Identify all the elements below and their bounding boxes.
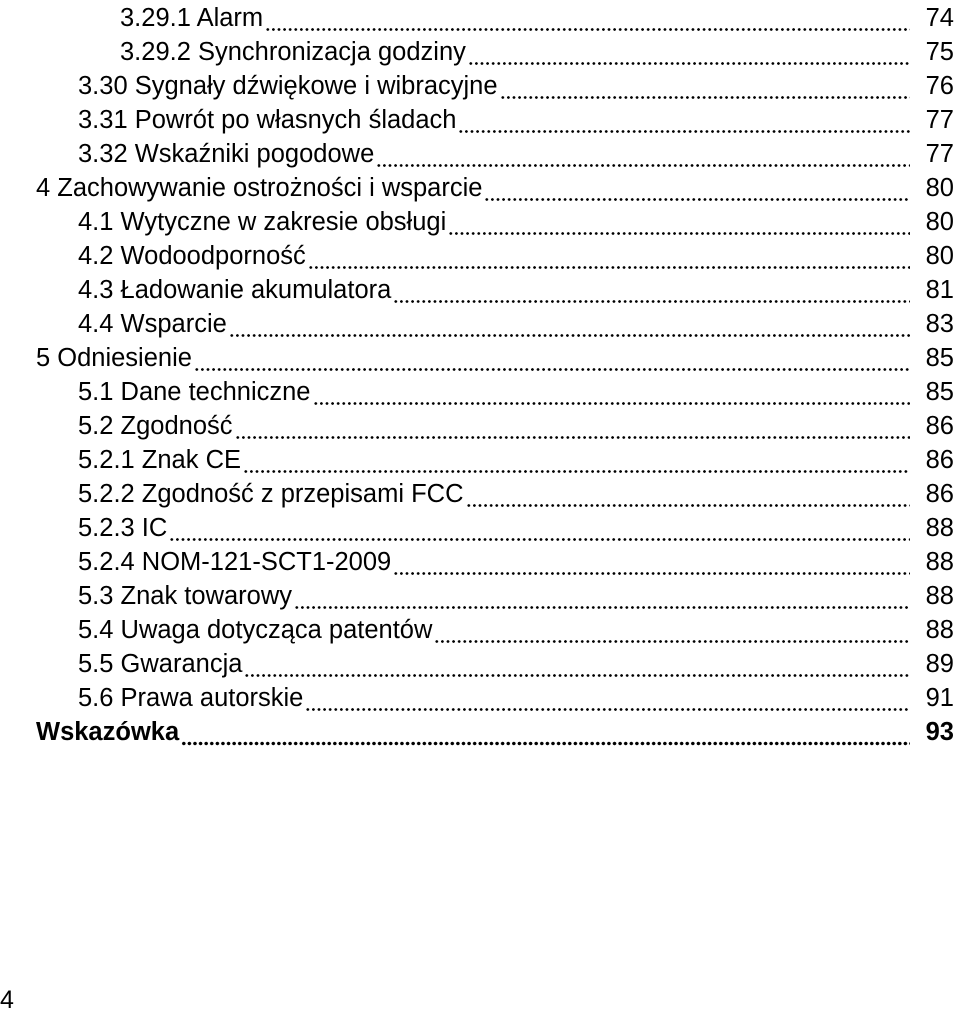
dot-leader bbox=[500, 69, 910, 103]
toc-entry[interactable] bbox=[120, 35, 954, 69]
dot-leader bbox=[294, 579, 910, 613]
dot-leader bbox=[235, 409, 910, 443]
dot-leader bbox=[169, 511, 910, 545]
dot-leader bbox=[484, 171, 910, 205]
toc-entry-page: 93 bbox=[925, 718, 954, 746]
toc-entry-title: 5.6 Prawa autorskie bbox=[78, 684, 304, 712]
dot-leader bbox=[434, 613, 910, 647]
toc-entry[interactable] bbox=[78, 137, 954, 171]
toc-entry-page: 88 bbox=[925, 582, 954, 610]
toc-entry[interactable] bbox=[78, 409, 954, 443]
toc-entry-page: 91 bbox=[925, 684, 954, 712]
dot-leader bbox=[305, 681, 910, 715]
toc-entry-title: 5.2.3 IC bbox=[78, 514, 168, 542]
toc-entry[interactable] bbox=[36, 715, 954, 749]
toc-entry[interactable] bbox=[36, 341, 954, 375]
dot-leader bbox=[466, 477, 911, 511]
toc-entry-page: 85 bbox=[925, 378, 954, 406]
toc-entry-page: 85 bbox=[925, 344, 954, 372]
toc-entry-title: 4.4 Wsparcie bbox=[78, 310, 227, 338]
toc-entry-title: 3.29.2 Synchronizacja godziny bbox=[120, 38, 466, 66]
toc-entry[interactable] bbox=[78, 613, 954, 647]
toc-entry-page: 74 bbox=[925, 4, 954, 32]
toc-entry[interactable] bbox=[78, 579, 954, 613]
toc-entry-page: 81 bbox=[925, 276, 954, 304]
toc-entry-title: 3.31 Powrót po własnych śladach bbox=[78, 106, 457, 134]
toc-entry[interactable] bbox=[78, 375, 954, 409]
toc-entry-page: 80 bbox=[925, 174, 954, 202]
toc-entry-title: 5.3 Znak towarowy bbox=[78, 582, 293, 610]
toc-entry[interactable] bbox=[36, 171, 954, 205]
toc-entry[interactable] bbox=[78, 205, 954, 239]
dot-leader bbox=[458, 103, 910, 137]
toc-entry[interactable] bbox=[78, 681, 954, 715]
toc-entry[interactable] bbox=[78, 477, 954, 511]
toc-entry-page: 88 bbox=[925, 616, 954, 644]
toc-entry-title: 5.2.4 NOM-121-SCT1-2009 bbox=[78, 548, 392, 576]
toc-entry-page: 77 bbox=[925, 140, 954, 168]
page-number: 4 bbox=[0, 986, 14, 1014]
toc-entry-page: 86 bbox=[925, 446, 954, 474]
toc-entry-page: 88 bbox=[925, 548, 954, 576]
dot-leader bbox=[376, 137, 910, 171]
dot-leader bbox=[308, 239, 910, 273]
toc-entry[interactable] bbox=[78, 647, 954, 681]
toc-entry-title: 4.1 Wytyczne w zakresie obsługi bbox=[78, 208, 447, 236]
toc-entry[interactable] bbox=[78, 307, 954, 341]
dot-leader bbox=[243, 443, 910, 477]
toc-entry[interactable] bbox=[78, 511, 954, 545]
toc-entry-page: 88 bbox=[925, 514, 954, 542]
toc-entry[interactable] bbox=[78, 69, 954, 103]
dot-leader bbox=[448, 205, 910, 239]
toc-entry-title: Wskazówka bbox=[36, 718, 180, 746]
toc-entry-title: 3.29.1 Alarm bbox=[120, 4, 264, 32]
toc-entry-page: 86 bbox=[925, 412, 954, 440]
toc-entry-page: 83 bbox=[925, 310, 954, 338]
toc-entry[interactable] bbox=[78, 239, 954, 273]
toc-entry-title: 5.2.2 Zgodność z przepisami FCC bbox=[78, 480, 464, 508]
dot-leader bbox=[229, 307, 910, 341]
toc-entry-page: 89 bbox=[925, 650, 954, 678]
dot-leader bbox=[313, 375, 911, 409]
dot-leader bbox=[181, 715, 910, 749]
toc-entry-page: 77 bbox=[925, 106, 954, 134]
toc-entry-title: 3.30 Sygnały dźwiękowe i wibracyjne bbox=[78, 72, 498, 100]
dot-leader bbox=[265, 1, 910, 35]
toc-entry-title: 5.2 Zgodność bbox=[78, 412, 233, 440]
toc-entry[interactable] bbox=[78, 273, 954, 307]
toc-entry-title: 5.2.1 Znak CE bbox=[78, 446, 241, 474]
dot-leader bbox=[194, 341, 910, 375]
toc-entry-title: 5.5 Gwarancja bbox=[78, 650, 243, 678]
toc-entry-page: 80 bbox=[925, 242, 954, 270]
toc-entry[interactable] bbox=[78, 545, 954, 579]
dot-leader bbox=[393, 273, 910, 307]
toc-entry-title: 4.2 Wodoodporność bbox=[78, 242, 306, 270]
dot-leader bbox=[393, 545, 910, 579]
toc-entry-page: 86 bbox=[925, 480, 954, 508]
toc-entry[interactable] bbox=[78, 103, 954, 137]
toc-entry-title: 5 Odniesienie bbox=[36, 344, 192, 372]
toc-entry-title: 5.1 Dane techniczne bbox=[78, 378, 311, 406]
toc-entry-page: 75 bbox=[925, 38, 954, 66]
toc-entry[interactable] bbox=[120, 1, 954, 35]
toc-entry-title: 4 Zachowywanie ostrożności i wsparcie bbox=[36, 174, 483, 202]
toc-entry-page: 76 bbox=[925, 72, 954, 100]
dot-leader bbox=[244, 647, 910, 681]
dot-leader bbox=[468, 35, 910, 69]
toc-entry-title: 5.4 Uwaga dotycząca patentów bbox=[78, 616, 433, 644]
toc-entry-title: 4.3 Ładowanie akumulatora bbox=[78, 276, 392, 304]
toc-entry-page: 80 bbox=[925, 208, 954, 236]
toc-entry[interactable] bbox=[78, 443, 954, 477]
toc-entry-title: 3.32 Wskaźniki pogodowe bbox=[78, 140, 375, 168]
